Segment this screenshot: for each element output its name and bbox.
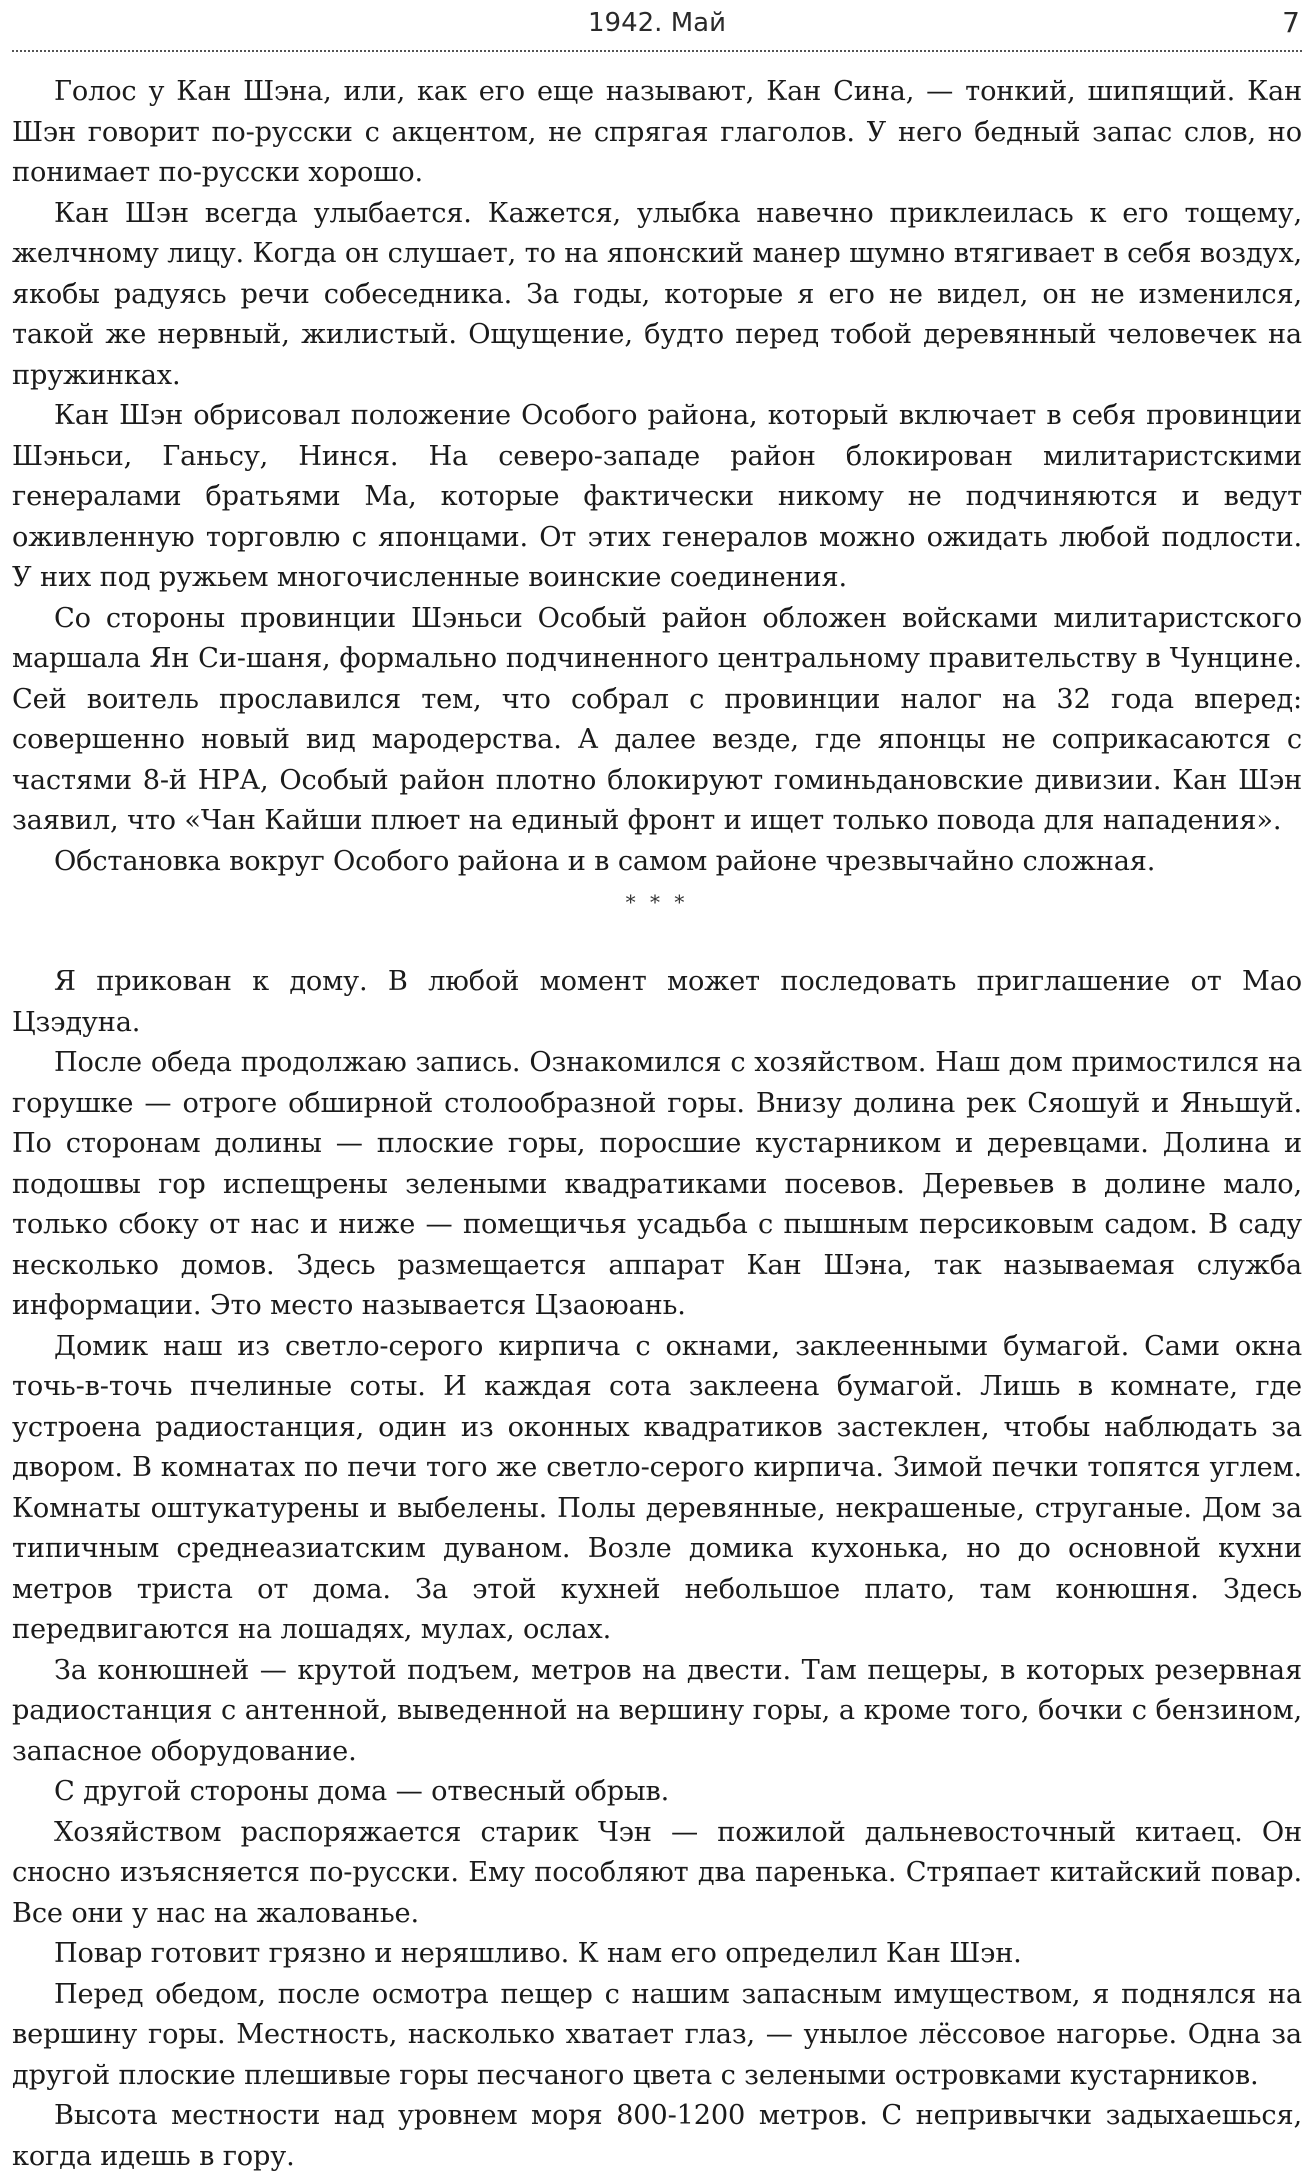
running-title: 1942. Май <box>588 8 726 38</box>
paragraph: После обеда продолжаю запись. Ознакомился с хозяйством. Наш дом примостился на горушке — отроге обширной столообразной горы. Внизу долина рек Сяошуй и Яньшуй. По сторонам долины — плоские горы, поросшие кустарником и деревцами. Долина и подошвы гор испещрены зелеными квадратиками посевов. Деревьев в долине мало, только сбоку от нас и ниже — помещичья усадьба с пышным персиковым садом. В саду несколько домов. Здесь размещается аппарат Кан Шэна, так называемая служба информации. Это место называется Цзаоюань. <box>12 1047 1302 1321</box>
paragraph: С другой стороны дома — отвесный обрыв. <box>54 1776 670 1807</box>
paragraph: Голос у Кан Шэна, или, как его еще называют, Кан Сина, — тонкий, шипящий. Кан Шэн говорит по-русски с акцентом, не спрягая глаголов. У него бедный запас слов, но понимает по-русски хорошо. <box>12 76 1302 188</box>
paragraph: Со стороны провинции Шэньси Особый район обложен войсками милитаристского маршала Ян Си-шаня, формально подчиненного центральному правительству в Чунцине. Сей воитель прославился тем, что собрал с провинции налог на 32 года вперед: совершенно новый вид мародерства. А далее везде, где японцы не соприкасаются с частями 8-й НРА, Особый район плотно блокируют гоминьдановские дивизии. Кан Шэн заявил, что «Чан Кайши плюет на единый фронт и ищет только повода для нападения». <box>12 602 1302 836</box>
page-number: 7 <box>1282 6 1300 39</box>
paragraph: Я прикован к дому. В любой момент может последовать приглашение от Мао Цзэдуна. <box>12 966 1302 1038</box>
body-text <box>12 72 1302 2177</box>
paragraph: Кан Шэн всегда улыбается. Кажется, улыбка навечно приклеилась к его тощему, желчному лицу. Когда он слушает, то на японский манер шумно втягивает в себя воздух, якобы радуясь речи собеседника. За годы, которые я его не видел, он не изменился, такой же нервный, жилистый. Ощущение, будто перед тобой деревянный человечек на пружинках. <box>12 197 1302 391</box>
paragraph: Хозяйством распоряжается старик Чэн — пожилой дальневосточный китаец. Он сносно изъясняется по-русски. Ему пособляют два паренька. Стряпает китайский повар. Все они у нас на жалованье. <box>12 1816 1302 1929</box>
book-page <box>12 0 1302 2172</box>
section-separator: * * * <box>625 890 689 914</box>
paragraph: Перед обедом, после осмотра пещер с нашим запасным имуществом, я поднялся на вершину горы. Местность, насколько хватает глаз, — унылое лёссовое нагорье. Одна за другой плоские плешивые горы песчаного цвета с зелеными островками кустарников. <box>12 1978 1302 2091</box>
paragraph: Обстановка вокруг Особого района и в самом районе чрезвычайно сложная. <box>54 845 1156 877</box>
paragraph: Кан Шэн обрисовал положение Особого района, который включает в себя провинции Шэньси, Ганьсу, Нинся. На северо-западе район блокирован милитаристскими генералами братьями Ма, которые фактически никому не подчиняются и ведут оживленную торговлю с японцами. От этих генералов можно ожидать любой подлости. У них под ружьем многочисленные воинские соединения. <box>12 400 1302 593</box>
running-header <box>12 0 1302 52</box>
paragraph: Домик наш из светло-серого кирпича с окнами, заклеенными бумагой. Сами окна точь-в-точь пчелиные соты. И каждая сота заклеена бумагой. Лишь в комнате, где устроена радиостанция, один из оконных квадратиков застеклен, чтобы наблюдать за двором. В комнатах по печи того же светло-серого кирпича. Зимой печки топятся углем. Комнаты оштукатурены и выбелены. Полы деревянные, некрашеные, струганые. Дом за типичным среднеазиатским дуваном. Возле домика кухонька, но до основной кухни метров триста от дома. За этой кухней небольшое плато, там конюшня. Здесь передвигаются на лошадях, мулах, ослах. <box>12 1330 1302 1645</box>
paragraph: За конюшней — крутой подъем, метров на двести. Там пещеры, в которых резервная радиостанция с антенной, выведенной на вершину горы, а кроме того, бочки с бензином, запасное оборудование. <box>12 1654 1302 1767</box>
paragraph: Высота местности над уровнем моря 800-1200 метров. С непривычки задыхаешься, когда идешь в гору. <box>12 2100 1302 2172</box>
paragraph: Повар готовит грязно и неряшливо. К нам его определил Кан Шэн. <box>54 1938 1022 1969</box>
